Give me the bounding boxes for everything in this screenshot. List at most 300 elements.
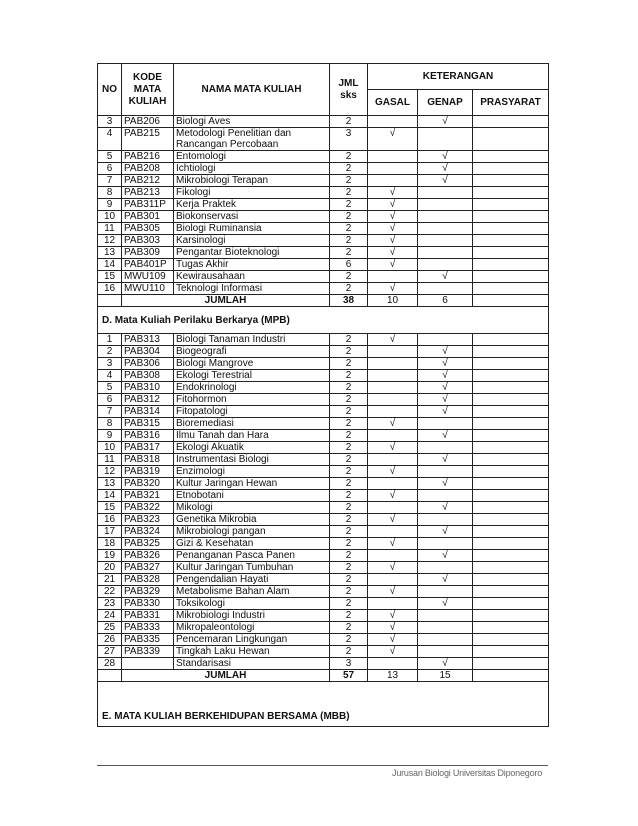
row-no: 13 bbox=[98, 478, 122, 490]
row-nama: Mikologi bbox=[174, 502, 330, 514]
row-prasyarat bbox=[473, 283, 549, 295]
row-no: 11 bbox=[98, 223, 122, 235]
row-no: 2 bbox=[98, 346, 122, 358]
row-genap: √ bbox=[418, 430, 473, 442]
row-gasal: √ bbox=[368, 646, 418, 658]
row-gasal bbox=[368, 526, 418, 538]
row-nama: Fitohormon bbox=[174, 394, 330, 406]
row-nama: Tugas Akhir bbox=[174, 259, 330, 271]
row-kode: PAB212 bbox=[122, 175, 174, 187]
header-prasyarat: PRASYARAT bbox=[473, 90, 549, 116]
row-sks: 2 bbox=[330, 187, 368, 199]
row-kode: PAB315 bbox=[122, 418, 174, 430]
row-gasal bbox=[368, 478, 418, 490]
row-prasyarat bbox=[473, 175, 549, 187]
row-nama: Biokonservasi bbox=[174, 211, 330, 223]
table-row bbox=[98, 128, 549, 151]
table-row bbox=[98, 634, 549, 646]
row-no: 24 bbox=[98, 610, 122, 622]
table-row bbox=[98, 283, 549, 295]
row-kode: PAB213 bbox=[122, 187, 174, 199]
row-no: 5 bbox=[98, 382, 122, 394]
total-gasal: 13 bbox=[368, 670, 418, 682]
row-nama: Mikrobiologi Terapan bbox=[174, 175, 330, 187]
row-sks: 2 bbox=[330, 646, 368, 658]
row-genap bbox=[418, 490, 473, 502]
table-row bbox=[98, 418, 549, 430]
row-genap: √ bbox=[418, 574, 473, 586]
row-gasal: √ bbox=[368, 610, 418, 622]
row-kode: PAB215 bbox=[122, 128, 174, 151]
row-no: 9 bbox=[98, 199, 122, 211]
table-row bbox=[98, 550, 549, 562]
spacer-row bbox=[98, 682, 549, 697]
row-prasyarat bbox=[473, 526, 549, 538]
row-kode: PAB318 bbox=[122, 454, 174, 466]
row-sks: 2 bbox=[330, 235, 368, 247]
total-cell-blank bbox=[98, 295, 122, 307]
row-kode: PAB401P bbox=[122, 259, 174, 271]
row-gasal bbox=[368, 175, 418, 187]
row-no: 28 bbox=[98, 658, 122, 670]
row-no: 8 bbox=[98, 418, 122, 430]
row-kode: PAB335 bbox=[122, 634, 174, 646]
row-no: 21 bbox=[98, 574, 122, 586]
row-sks: 2 bbox=[330, 199, 368, 211]
row-nama: Kewirausahaan bbox=[174, 271, 330, 283]
row-prasyarat bbox=[473, 490, 549, 502]
row-kode: PAB206 bbox=[122, 116, 174, 128]
row-kode: PAB308 bbox=[122, 370, 174, 382]
row-prasyarat bbox=[473, 334, 549, 346]
row-sks: 2 bbox=[330, 538, 368, 550]
row-genap: √ bbox=[418, 358, 473, 370]
group-d-rows bbox=[98, 334, 549, 670]
row-sks: 2 bbox=[330, 175, 368, 187]
table-row bbox=[98, 466, 549, 478]
row-genap: √ bbox=[418, 454, 473, 466]
row-kode: PAB304 bbox=[122, 346, 174, 358]
group-c-total bbox=[98, 295, 549, 334]
row-gasal bbox=[368, 370, 418, 382]
row-nama: Enzimologi bbox=[174, 466, 330, 478]
table-row bbox=[98, 271, 549, 283]
row-no: 12 bbox=[98, 235, 122, 247]
section-heading-row bbox=[98, 307, 549, 334]
row-prasyarat bbox=[473, 151, 549, 163]
row-kode: PAB310 bbox=[122, 382, 174, 394]
row-gasal bbox=[368, 358, 418, 370]
row-sks: 2 bbox=[330, 358, 368, 370]
row-sks: 2 bbox=[330, 223, 368, 235]
row-gasal bbox=[368, 430, 418, 442]
table-row bbox=[98, 151, 549, 163]
total-cell-blank bbox=[98, 670, 122, 682]
row-gasal: √ bbox=[368, 128, 418, 151]
table-row bbox=[98, 116, 549, 128]
row-sks: 2 bbox=[330, 478, 368, 490]
row-prasyarat bbox=[473, 247, 549, 259]
row-nama: Bioremediasi bbox=[174, 418, 330, 430]
total-label: JUMLAH bbox=[122, 670, 330, 682]
row-kode bbox=[122, 658, 174, 670]
row-nama: Pengendalian Hayati bbox=[174, 574, 330, 586]
row-genap bbox=[418, 259, 473, 271]
row-kode: MWU109 bbox=[122, 271, 174, 283]
row-sks: 2 bbox=[330, 247, 368, 259]
row-sks: 2 bbox=[330, 442, 368, 454]
row-no: 17 bbox=[98, 526, 122, 538]
row-gasal bbox=[368, 151, 418, 163]
row-sks: 2 bbox=[330, 163, 368, 175]
row-kode: PAB324 bbox=[122, 526, 174, 538]
row-no: 6 bbox=[98, 163, 122, 175]
row-gasal: √ bbox=[368, 283, 418, 295]
row-no: 10 bbox=[98, 442, 122, 454]
table-row bbox=[98, 235, 549, 247]
total-sks: 38 bbox=[330, 295, 368, 307]
row-genap bbox=[418, 466, 473, 478]
curriculum-table bbox=[97, 63, 549, 727]
table-row bbox=[98, 346, 549, 358]
row-gasal: √ bbox=[368, 418, 418, 430]
total-row bbox=[98, 670, 549, 682]
row-kode: PAB323 bbox=[122, 514, 174, 526]
row-gasal: √ bbox=[368, 490, 418, 502]
row-no: 12 bbox=[98, 466, 122, 478]
row-sks: 2 bbox=[330, 574, 368, 586]
row-genap bbox=[418, 128, 473, 151]
row-no: 22 bbox=[98, 586, 122, 598]
row-no: 25 bbox=[98, 622, 122, 634]
table-row bbox=[98, 382, 549, 394]
row-kode: PAB314 bbox=[122, 406, 174, 418]
row-genap: √ bbox=[418, 550, 473, 562]
row-no: 7 bbox=[98, 175, 122, 187]
table-row bbox=[98, 514, 549, 526]
table-row bbox=[98, 211, 549, 223]
row-prasyarat bbox=[473, 235, 549, 247]
row-gasal bbox=[368, 382, 418, 394]
header-keterangan: KETERANGAN bbox=[368, 64, 549, 90]
row-gasal: √ bbox=[368, 199, 418, 211]
row-prasyarat bbox=[473, 466, 549, 478]
table-row bbox=[98, 478, 549, 490]
row-no: 16 bbox=[98, 514, 122, 526]
row-genap: √ bbox=[418, 175, 473, 187]
row-no: 8 bbox=[98, 187, 122, 199]
row-nama: Mikrobiologi pangan bbox=[174, 526, 330, 538]
row-kode: PAB316 bbox=[122, 430, 174, 442]
table-row bbox=[98, 598, 549, 610]
row-kode: PAB313 bbox=[122, 334, 174, 346]
row-genap: √ bbox=[418, 163, 473, 175]
row-no: 6 bbox=[98, 394, 122, 406]
row-genap bbox=[418, 610, 473, 622]
row-prasyarat bbox=[473, 454, 549, 466]
row-genap bbox=[418, 514, 473, 526]
footer-text: Jurusan Biologi Universitas Diponegoro bbox=[392, 768, 542, 778]
row-prasyarat bbox=[473, 394, 549, 406]
row-nama: Kultur Jaringan Tumbuhan bbox=[174, 562, 330, 574]
row-prasyarat bbox=[473, 259, 549, 271]
table-row bbox=[98, 490, 549, 502]
row-gasal bbox=[368, 550, 418, 562]
row-no: 9 bbox=[98, 430, 122, 442]
row-prasyarat bbox=[473, 187, 549, 199]
row-prasyarat bbox=[473, 634, 549, 646]
row-prasyarat bbox=[473, 658, 549, 670]
row-kode: PAB322 bbox=[122, 502, 174, 514]
row-prasyarat bbox=[473, 211, 549, 223]
row-sks: 2 bbox=[330, 211, 368, 223]
row-sks: 2 bbox=[330, 430, 368, 442]
header-genap: GENAP bbox=[418, 90, 473, 116]
row-gasal: √ bbox=[368, 187, 418, 199]
row-no: 15 bbox=[98, 502, 122, 514]
row-gasal: √ bbox=[368, 259, 418, 271]
row-nama: Gizi & Kesehatan bbox=[174, 538, 330, 550]
row-nama: Ekologi Akuatik bbox=[174, 442, 330, 454]
table-row bbox=[98, 562, 549, 574]
row-kode: PAB329 bbox=[122, 586, 174, 598]
row-kode: PAB320 bbox=[122, 478, 174, 490]
row-prasyarat bbox=[473, 538, 549, 550]
row-genap bbox=[418, 235, 473, 247]
row-sks: 6 bbox=[330, 259, 368, 271]
row-sks: 3 bbox=[330, 128, 368, 151]
row-nama: Metodologi Penelitian dan Rancangan Percobaan bbox=[174, 128, 330, 151]
total-prasyarat bbox=[473, 670, 549, 682]
total-sks: 57 bbox=[330, 670, 368, 682]
row-kode: PAB311P bbox=[122, 199, 174, 211]
group-d-total bbox=[98, 670, 549, 727]
header-gasal: GASAL bbox=[368, 90, 418, 116]
row-gasal: √ bbox=[368, 562, 418, 574]
footer-rule bbox=[97, 765, 548, 766]
row-prasyarat bbox=[473, 646, 549, 658]
row-no: 18 bbox=[98, 538, 122, 550]
row-genap bbox=[418, 538, 473, 550]
row-prasyarat bbox=[473, 370, 549, 382]
row-sks: 2 bbox=[330, 394, 368, 406]
row-nama: Pencemaran Lingkungan bbox=[174, 634, 330, 646]
row-kode: PAB208 bbox=[122, 163, 174, 175]
row-prasyarat bbox=[473, 346, 549, 358]
row-prasyarat bbox=[473, 586, 549, 598]
row-genap bbox=[418, 418, 473, 430]
row-genap bbox=[418, 622, 473, 634]
row-gasal: √ bbox=[368, 622, 418, 634]
group-c-rows bbox=[98, 116, 549, 295]
row-genap: √ bbox=[418, 394, 473, 406]
row-gasal: √ bbox=[368, 514, 418, 526]
row-kode: PAB339 bbox=[122, 646, 174, 658]
row-sks: 3 bbox=[330, 658, 368, 670]
row-prasyarat bbox=[473, 406, 549, 418]
header-kode: KODE MATA KULIAH bbox=[122, 64, 174, 116]
row-kode: PAB309 bbox=[122, 247, 174, 259]
table-row bbox=[98, 247, 549, 259]
row-genap bbox=[418, 562, 473, 574]
row-nama: Ichtiologi bbox=[174, 163, 330, 175]
row-nama: Etnobotani bbox=[174, 490, 330, 502]
row-genap: √ bbox=[418, 478, 473, 490]
table-row bbox=[98, 622, 549, 634]
row-no: 23 bbox=[98, 598, 122, 610]
row-gasal: √ bbox=[368, 538, 418, 550]
row-genap: √ bbox=[418, 598, 473, 610]
row-sks: 2 bbox=[330, 622, 368, 634]
row-genap: √ bbox=[418, 526, 473, 538]
row-no: 1 bbox=[98, 334, 122, 346]
row-sks: 2 bbox=[330, 346, 368, 358]
row-prasyarat bbox=[473, 502, 549, 514]
row-gasal bbox=[368, 454, 418, 466]
row-gasal: √ bbox=[368, 466, 418, 478]
row-nama: Teknologi Informasi bbox=[174, 283, 330, 295]
row-kode: PAB327 bbox=[122, 562, 174, 574]
table-row bbox=[98, 406, 549, 418]
total-prasyarat bbox=[473, 295, 549, 307]
header-jml-sks: JML sks bbox=[330, 64, 368, 116]
row-genap: √ bbox=[418, 116, 473, 128]
row-no: 7 bbox=[98, 406, 122, 418]
row-sks: 2 bbox=[330, 382, 368, 394]
table-row bbox=[98, 610, 549, 622]
row-genap bbox=[418, 442, 473, 454]
table-row bbox=[98, 430, 549, 442]
row-nama: Karsinologi bbox=[174, 235, 330, 247]
row-nama: Fikologi bbox=[174, 187, 330, 199]
row-nama: Biologi Tanaman Industri bbox=[174, 334, 330, 346]
row-sks: 2 bbox=[330, 610, 368, 622]
table-row bbox=[98, 259, 549, 271]
row-no: 10 bbox=[98, 211, 122, 223]
row-sks: 2 bbox=[330, 562, 368, 574]
row-genap bbox=[418, 211, 473, 223]
row-gasal bbox=[368, 346, 418, 358]
row-nama: Biologi Mangrove bbox=[174, 358, 330, 370]
row-prasyarat bbox=[473, 442, 549, 454]
total-genap: 6 bbox=[418, 295, 473, 307]
row-genap: √ bbox=[418, 370, 473, 382]
row-no: 16 bbox=[98, 283, 122, 295]
row-kode: PAB333 bbox=[122, 622, 174, 634]
row-sks: 2 bbox=[330, 418, 368, 430]
table-row bbox=[98, 442, 549, 454]
table-row bbox=[98, 454, 549, 466]
table-row bbox=[98, 175, 549, 187]
row-sks: 2 bbox=[330, 586, 368, 598]
row-nama: Kerja Praktek bbox=[174, 199, 330, 211]
row-no: 19 bbox=[98, 550, 122, 562]
row-genap bbox=[418, 634, 473, 646]
row-gasal: √ bbox=[368, 334, 418, 346]
row-genap bbox=[418, 334, 473, 346]
row-nama: Biologi Aves bbox=[174, 116, 330, 128]
row-sks: 2 bbox=[330, 550, 368, 562]
row-prasyarat bbox=[473, 271, 549, 283]
row-genap: √ bbox=[418, 658, 473, 670]
row-genap bbox=[418, 199, 473, 211]
row-sks: 2 bbox=[330, 634, 368, 646]
table-row bbox=[98, 358, 549, 370]
row-genap bbox=[418, 283, 473, 295]
table-row bbox=[98, 370, 549, 382]
row-sks: 2 bbox=[330, 466, 368, 478]
row-genap bbox=[418, 187, 473, 199]
row-sks: 2 bbox=[330, 490, 368, 502]
row-kode: PAB305 bbox=[122, 223, 174, 235]
row-genap: √ bbox=[418, 406, 473, 418]
row-gasal: √ bbox=[368, 223, 418, 235]
table-row bbox=[98, 334, 549, 346]
row-prasyarat bbox=[473, 430, 549, 442]
row-gasal: √ bbox=[368, 247, 418, 259]
table-row bbox=[98, 646, 549, 658]
row-genap bbox=[418, 646, 473, 658]
row-nama: Pengantar Bioteknologi bbox=[174, 247, 330, 259]
row-no: 13 bbox=[98, 247, 122, 259]
table-row bbox=[98, 574, 549, 586]
row-sks: 2 bbox=[330, 598, 368, 610]
row-sks: 2 bbox=[330, 116, 368, 128]
row-prasyarat bbox=[473, 622, 549, 634]
table-row bbox=[98, 187, 549, 199]
row-prasyarat bbox=[473, 598, 549, 610]
row-gasal bbox=[368, 502, 418, 514]
row-gasal bbox=[368, 116, 418, 128]
row-sks: 2 bbox=[330, 283, 368, 295]
row-sks: 2 bbox=[330, 454, 368, 466]
row-no: 4 bbox=[98, 128, 122, 151]
row-kode: PAB317 bbox=[122, 442, 174, 454]
row-sks: 2 bbox=[330, 370, 368, 382]
table-row bbox=[98, 526, 549, 538]
row-sks: 2 bbox=[330, 334, 368, 346]
row-gasal bbox=[368, 394, 418, 406]
row-no: 3 bbox=[98, 116, 122, 128]
total-gasal: 10 bbox=[368, 295, 418, 307]
row-prasyarat bbox=[473, 418, 549, 430]
row-nama: Standarisasi bbox=[174, 658, 330, 670]
row-no: 11 bbox=[98, 454, 122, 466]
row-genap bbox=[418, 586, 473, 598]
section-heading-row bbox=[98, 696, 549, 727]
section-d-title: D. Mata Kuliah Perilaku Berkarya (MPB) bbox=[98, 307, 549, 334]
row-kode: PAB331 bbox=[122, 610, 174, 622]
table-row bbox=[98, 658, 549, 670]
row-genap: √ bbox=[418, 502, 473, 514]
row-nama: Endokrinologi bbox=[174, 382, 330, 394]
row-gasal bbox=[368, 271, 418, 283]
row-nama: Toksikologi bbox=[174, 598, 330, 610]
row-no: 27 bbox=[98, 646, 122, 658]
row-gasal bbox=[368, 163, 418, 175]
row-nama: Entomologi bbox=[174, 151, 330, 163]
row-no: 4 bbox=[98, 370, 122, 382]
row-kode: PAB312 bbox=[122, 394, 174, 406]
row-gasal bbox=[368, 598, 418, 610]
row-prasyarat bbox=[473, 478, 549, 490]
table-row bbox=[98, 199, 549, 211]
row-genap bbox=[418, 247, 473, 259]
spacer-cell bbox=[98, 682, 549, 697]
row-nama: Kultur Jaringan Hewan bbox=[174, 478, 330, 490]
row-gasal: √ bbox=[368, 634, 418, 646]
row-kode: PAB216 bbox=[122, 151, 174, 163]
